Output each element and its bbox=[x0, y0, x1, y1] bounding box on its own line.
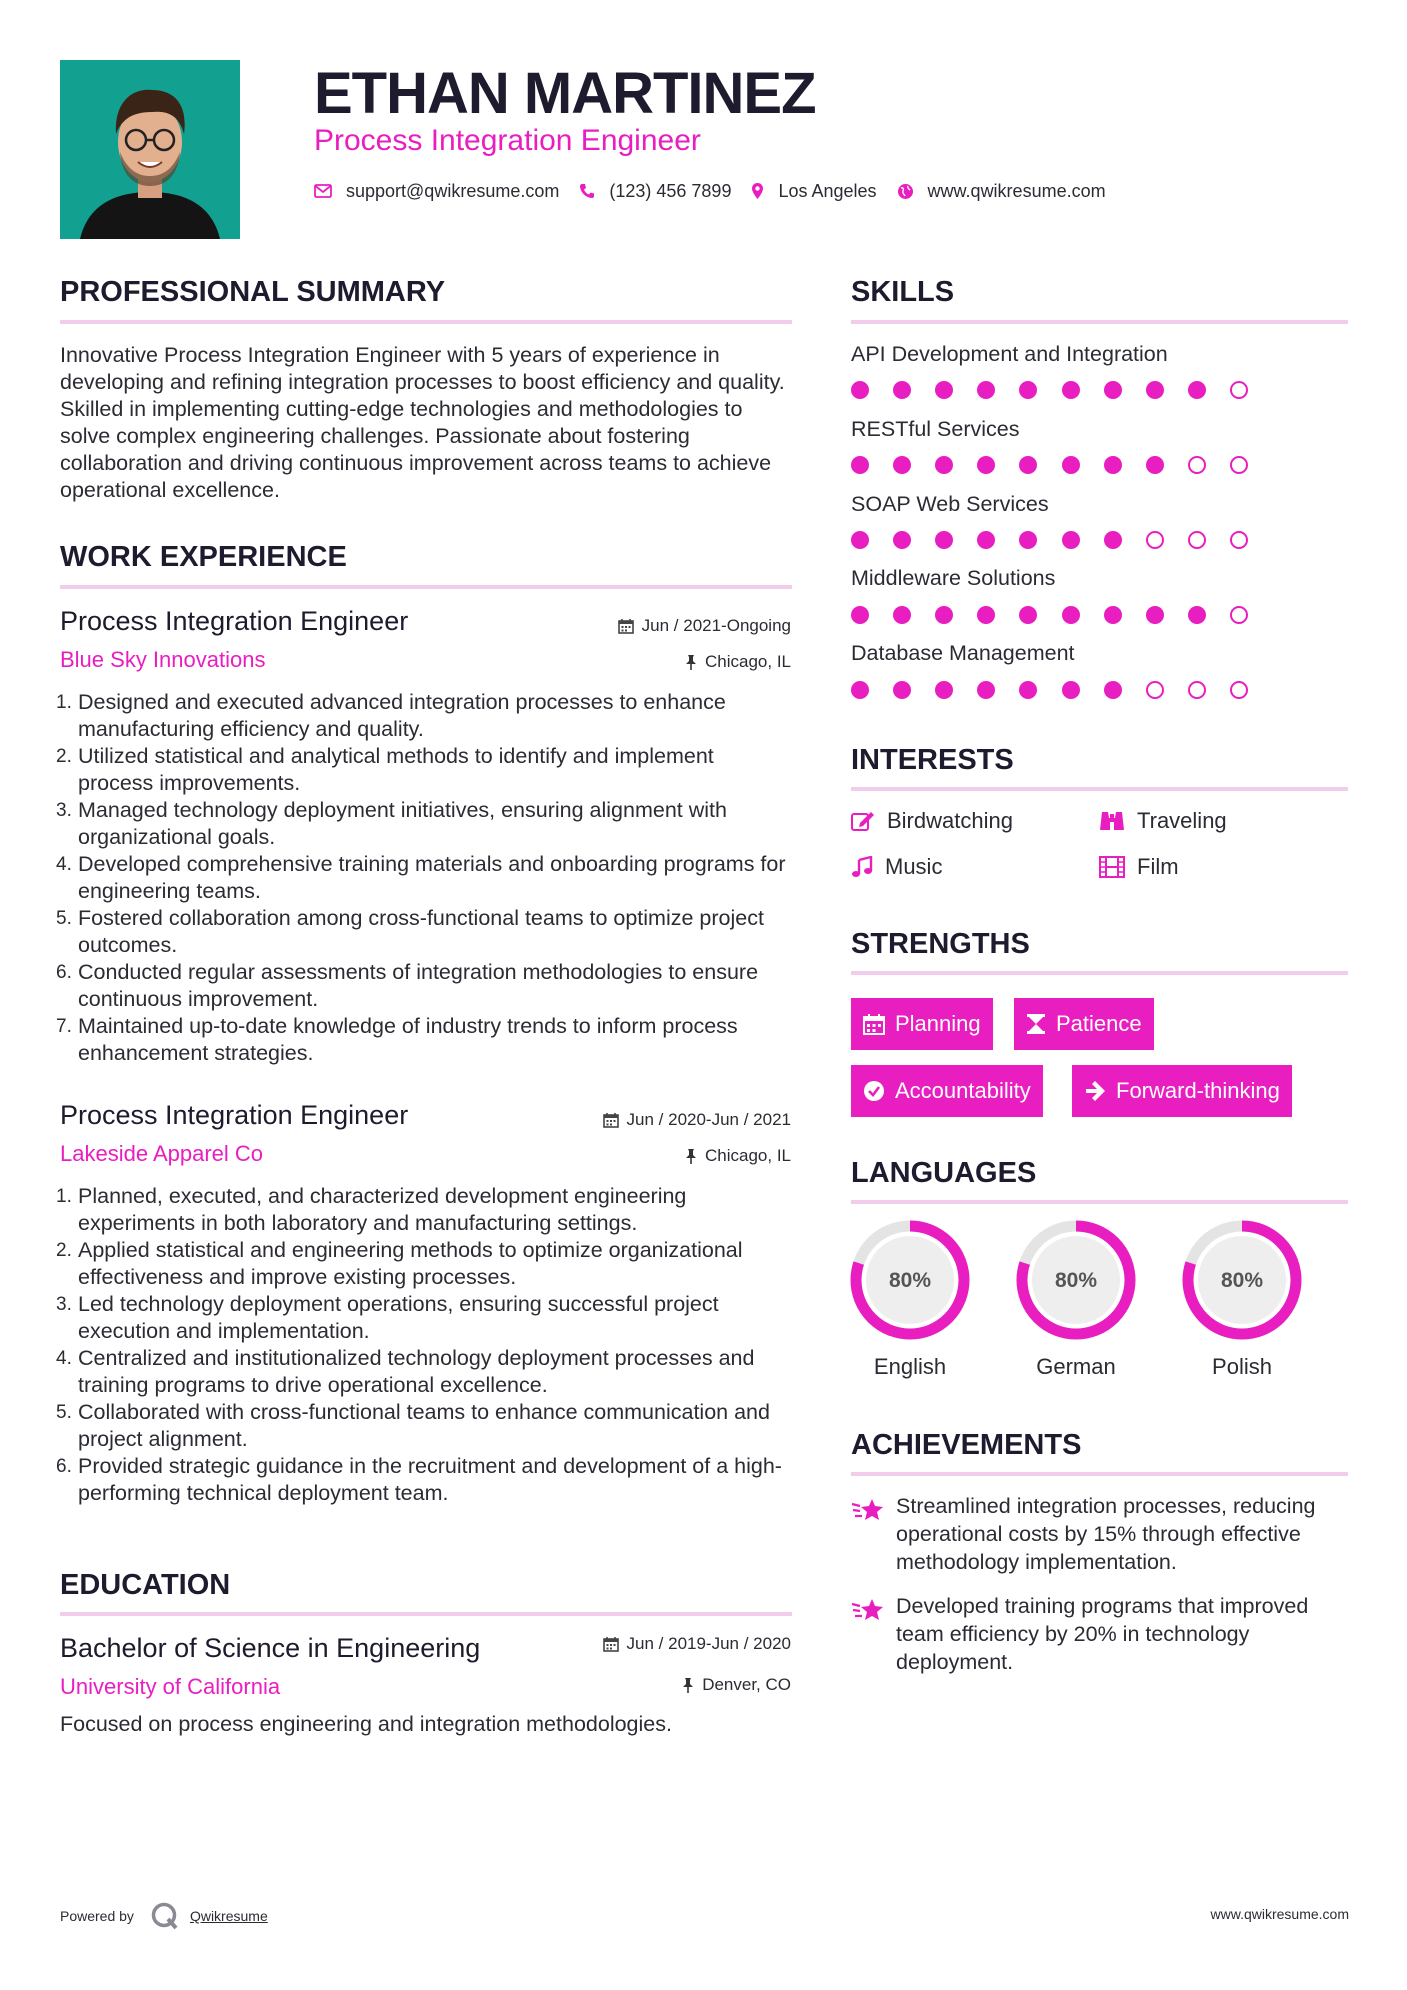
progress-ring-icon bbox=[848, 1218, 972, 1342]
bullet-text: Led technology deployment operations, ensuring successful project execution and implementation. bbox=[78, 1292, 719, 1343]
contact-website[interactable] bbox=[897, 181, 1106, 202]
bullet-item bbox=[56, 1013, 795, 1067]
rating-dot-filled bbox=[1104, 456, 1122, 474]
rating-dot-filled bbox=[977, 606, 995, 624]
rating-dot-filled bbox=[851, 531, 869, 549]
powered-by bbox=[60, 1901, 268, 1931]
powered-by-text: Powered by bbox=[60, 1908, 134, 1924]
bullet-number: 1. bbox=[56, 1186, 72, 1207]
rating-dot-filled bbox=[1146, 456, 1164, 474]
email-text: support@qwikresume.com bbox=[346, 180, 560, 201]
rating-dot-empty bbox=[1230, 531, 1248, 549]
interests-rule bbox=[851, 787, 1348, 791]
strengths-title: STRENGTHS bbox=[851, 928, 1030, 960]
progress-ring-icon bbox=[1180, 1218, 1304, 1342]
strength-accountability bbox=[851, 1065, 1043, 1117]
footer-url[interactable]: www.qwikresume.com bbox=[1210, 1906, 1349, 1922]
bullet-item bbox=[56, 959, 795, 1013]
skill-3-rating bbox=[851, 530, 1348, 550]
contact-email[interactable] bbox=[314, 181, 559, 202]
rating-dot-filled bbox=[893, 381, 911, 399]
phone-icon bbox=[579, 183, 595, 199]
bullet-text: Utilized statistical and analytical methods to identify and implement process improvements. bbox=[78, 744, 714, 795]
bullet-item bbox=[56, 1183, 795, 1237]
skill-2-rating bbox=[851, 455, 1348, 475]
education-location bbox=[682, 1675, 791, 1695]
language-german-gauge bbox=[1014, 1218, 1138, 1347]
person-avatar-icon bbox=[60, 60, 240, 239]
ring-percent-label: 80% bbox=[888, 1269, 932, 1292]
achievements-title: ACHIEVEMENTS bbox=[851, 1429, 1082, 1461]
skill-1-name: API Development and Integration bbox=[851, 342, 1168, 366]
bullet-text: Fostered collaboration among cross-functional teams to optimize project outcomes. bbox=[78, 906, 764, 957]
bullet-number: 4. bbox=[56, 1348, 72, 1369]
bullet-number: 7. bbox=[56, 1016, 72, 1037]
rating-dot-empty bbox=[1230, 606, 1248, 624]
job-2-title: Process Integration Engineer bbox=[60, 1100, 409, 1130]
skill-4-name: Middleware Solutions bbox=[851, 566, 1056, 590]
rating-dot-filled bbox=[1019, 531, 1037, 549]
job-1-dates-text: Jun / 2021-Ongoing bbox=[641, 616, 791, 635]
summary-title: PROFESSIONAL SUMMARY bbox=[60, 276, 446, 308]
music-note-icon bbox=[851, 856, 873, 878]
rating-dot-filled bbox=[1188, 606, 1206, 624]
rating-dot-filled bbox=[935, 606, 953, 624]
bullet-text: Developed comprehensive training materials and onboarding programs for engineering teams. bbox=[78, 852, 786, 903]
language-german-label: German bbox=[1036, 1354, 1116, 1379]
experience-rule bbox=[60, 585, 792, 589]
language-polish-label: Polish bbox=[1212, 1354, 1272, 1379]
bullet-number: 6. bbox=[56, 1456, 72, 1477]
skills-title: SKILLS bbox=[851, 276, 955, 308]
job-1-company: Blue Sky Innovations bbox=[60, 647, 266, 672]
shooting-star-icon bbox=[851, 1596, 885, 1624]
rating-dot-filled bbox=[1019, 606, 1037, 624]
strength-label: Forward-thinking bbox=[1116, 1078, 1280, 1103]
rating-dot-filled bbox=[1019, 681, 1037, 699]
rating-dot-filled bbox=[935, 531, 953, 549]
education-location-text: Denver, CO bbox=[702, 1675, 791, 1694]
rating-dot-filled bbox=[893, 456, 911, 474]
bullet-text: Managed technology deployment initiatives, ensuring alignment with organizational goals. bbox=[78, 798, 727, 849]
bullet-number: 2. bbox=[56, 746, 72, 767]
strength-label: Planning bbox=[895, 1011, 981, 1036]
education-school: University of California bbox=[60, 1674, 281, 1699]
bullet-item bbox=[56, 743, 795, 797]
ring-percent-label: 80% bbox=[1054, 1269, 1098, 1292]
rating-dot-filled bbox=[1062, 606, 1080, 624]
rating-dot-filled bbox=[851, 606, 869, 624]
bullet-item bbox=[56, 797, 795, 851]
location-text: Los Angeles bbox=[778, 180, 877, 201]
strengths-rule bbox=[851, 971, 1348, 975]
qwikresume-logo-icon bbox=[150, 1901, 180, 1931]
interest-film bbox=[1099, 854, 1179, 880]
rating-dot-filled bbox=[977, 456, 995, 474]
edit-icon bbox=[851, 810, 875, 832]
job-1-dates bbox=[618, 616, 791, 636]
rating-dot-filled bbox=[1062, 531, 1080, 549]
education-dates bbox=[603, 1634, 791, 1654]
interests-title: INTERESTS bbox=[851, 744, 1014, 776]
rating-dot-filled bbox=[851, 381, 869, 399]
skill-5-name: Database Management bbox=[851, 641, 1075, 665]
language-english-label: English bbox=[873, 1354, 947, 1379]
bullet-number: 5. bbox=[56, 908, 72, 929]
rating-dot-filled bbox=[1062, 681, 1080, 699]
bullet-number: 3. bbox=[56, 800, 72, 821]
rating-dot-filled bbox=[1104, 531, 1122, 549]
rating-dot-empty bbox=[1230, 456, 1248, 474]
check-circle-icon bbox=[863, 1080, 885, 1102]
rating-dot-filled bbox=[1146, 606, 1164, 624]
bullet-item bbox=[56, 905, 795, 959]
globe-icon bbox=[897, 183, 914, 200]
job-2-dates-text: Jun / 2020-Jun / 2021 bbox=[626, 1110, 791, 1129]
rating-dot-filled bbox=[1019, 381, 1037, 399]
interest-traveling bbox=[1099, 808, 1227, 834]
job-2-company: Lakeside Apparel Co bbox=[60, 1141, 264, 1166]
job-1-location bbox=[685, 652, 791, 672]
rating-dot-filled bbox=[851, 681, 869, 699]
rating-dot-filled bbox=[935, 456, 953, 474]
skill-3-name: SOAP Web Services bbox=[851, 492, 1049, 516]
education-degree: Bachelor of Science in Engineering bbox=[60, 1633, 481, 1663]
contact-location bbox=[751, 181, 876, 202]
skill-2-name: RESTful Services bbox=[851, 417, 1020, 441]
job-1-bullets bbox=[56, 689, 795, 1067]
hourglass-icon bbox=[1026, 1013, 1046, 1035]
bullet-number: 1. bbox=[56, 692, 72, 713]
skill-4-rating bbox=[851, 605, 1348, 625]
bullet-item bbox=[56, 689, 795, 743]
rating-dot-filled bbox=[1146, 381, 1164, 399]
interest-label: Film bbox=[1137, 854, 1179, 879]
calendar-icon bbox=[618, 618, 634, 634]
website-text: www.qwikresume.com bbox=[927, 180, 1106, 201]
job-1-title: Process Integration Engineer bbox=[60, 606, 409, 636]
rating-dot-filled bbox=[1019, 456, 1037, 474]
experience-title: WORK EXPERIENCE bbox=[60, 541, 347, 573]
calendar-icon bbox=[863, 1013, 885, 1035]
bullet-item bbox=[56, 1291, 795, 1345]
summary-rule bbox=[60, 320, 792, 324]
qwikresume-link[interactable]: Qwikresume bbox=[189, 1908, 268, 1924]
rating-dot-filled bbox=[1104, 381, 1122, 399]
pushpin-icon bbox=[682, 1677, 694, 1693]
skills-rule bbox=[851, 320, 1348, 324]
bullet-number: 3. bbox=[56, 1294, 72, 1315]
bullet-text: Applied statistical and engineering methods to optimize organizational effectiveness and improve existing processes. bbox=[78, 1238, 743, 1289]
interest-label: Traveling bbox=[1137, 808, 1227, 833]
rating-dot-empty bbox=[1146, 531, 1164, 549]
phone-text: (123) 456 7899 bbox=[609, 180, 732, 201]
achievement-2-text: Developed training programs that improved team efficiency by 20% in technology deployment. bbox=[896, 1594, 1309, 1674]
rating-dot-filled bbox=[935, 381, 953, 399]
candidate-name: ETHAN MARTINEZ bbox=[314, 61, 816, 126]
rating-dot-filled bbox=[1062, 456, 1080, 474]
language-polish-gauge bbox=[1180, 1218, 1304, 1347]
calendar-icon bbox=[603, 1112, 619, 1128]
interest-label: Music bbox=[885, 854, 943, 879]
rating-dot-empty bbox=[1188, 681, 1206, 699]
bullet-item bbox=[56, 1345, 795, 1399]
rating-dot-empty bbox=[1146, 681, 1164, 699]
achievement-1-text: Streamlined integration processes, reducing operational costs by 15% through effective methodology implementation. bbox=[896, 1494, 1316, 1574]
strength-forward-thinking bbox=[1072, 1065, 1292, 1117]
bullet-item bbox=[56, 1453, 795, 1507]
rating-dot-filled bbox=[977, 381, 995, 399]
progress-ring-icon bbox=[1014, 1218, 1138, 1342]
profile-photo bbox=[60, 60, 240, 239]
shooting-star-icon bbox=[851, 1496, 885, 1524]
strength-label: Accountability bbox=[895, 1078, 1031, 1103]
bullet-item bbox=[56, 851, 795, 905]
interest-label: Birdwatching bbox=[887, 808, 1013, 833]
achievements-rule bbox=[851, 1472, 1348, 1476]
rating-dot-empty bbox=[1230, 381, 1248, 399]
bullet-item bbox=[56, 1399, 795, 1453]
education-rule bbox=[60, 1612, 792, 1616]
languages-title: LANGUAGES bbox=[851, 1157, 1037, 1189]
rating-dot-filled bbox=[893, 606, 911, 624]
summary-text: Innovative Process Integration Engineer with 5 years of experience in developing and refining integration processes to boost efficiency and quality. Skilled in implementing cutting-edge technologies and methodologies to solve complex engineering challenges. Passionate about fostering collaboration and driving continuous improvement across teams to achieve operational excellence. bbox=[60, 343, 785, 502]
bullet-text: Collaborated with cross-functional teams to enhance communication and project alignment. bbox=[78, 1400, 770, 1451]
ring-percent-label: 80% bbox=[1220, 1269, 1264, 1292]
bullet-number: 6. bbox=[56, 962, 72, 983]
strength-patience bbox=[1014, 998, 1154, 1050]
bullet-text: Centralized and institutionalized technology deployment processes and training programs to drive operational excellence. bbox=[78, 1346, 755, 1397]
film-icon bbox=[1099, 856, 1125, 878]
pushpin-icon bbox=[685, 654, 697, 670]
education-dates-text: Jun / 2019-Jun / 2020 bbox=[626, 1634, 791, 1653]
rating-dot-filled bbox=[977, 681, 995, 699]
bullet-number: 5. bbox=[56, 1402, 72, 1423]
bullet-text: Designed and executed advanced integration processes to enhance manufacturing efficiency and quality. bbox=[78, 690, 726, 741]
interest-birdwatching bbox=[851, 808, 1013, 834]
rating-dot-filled bbox=[977, 531, 995, 549]
interest-music bbox=[851, 854, 942, 880]
skill-1-rating bbox=[851, 380, 1348, 400]
rating-dot-filled bbox=[893, 681, 911, 699]
job-2-bullets bbox=[56, 1183, 795, 1507]
bullet-item bbox=[56, 1237, 795, 1291]
pushpin-icon bbox=[685, 1148, 697, 1164]
job-2-location bbox=[685, 1146, 791, 1166]
job-1-location-text: Chicago, IL bbox=[705, 652, 791, 671]
strength-label: Patience bbox=[1056, 1011, 1142, 1036]
bullet-text: Planned, executed, and characterized development engineering experiments in both laboratory and manufacturing settings. bbox=[78, 1184, 687, 1235]
rating-dot-empty bbox=[1230, 681, 1248, 699]
contact-phone[interactable] bbox=[579, 181, 731, 202]
education-title: EDUCATION bbox=[60, 1569, 231, 1601]
education-description: Focused on process engineering and integration methodologies. bbox=[60, 1712, 672, 1736]
rating-dot-filled bbox=[893, 531, 911, 549]
candidate-role: Process Integration Engineer bbox=[314, 124, 701, 157]
bullet-number: 2. bbox=[56, 1240, 72, 1261]
rating-dot-filled bbox=[1104, 606, 1122, 624]
skill-5-rating bbox=[851, 680, 1348, 700]
bullet-number: 4. bbox=[56, 854, 72, 875]
rating-dot-empty bbox=[1188, 456, 1206, 474]
envelope-icon bbox=[314, 184, 332, 198]
job-2-location-text: Chicago, IL bbox=[705, 1146, 791, 1165]
bullet-text: Provided strategic guidance in the recruitment and development of a high-performing technical deployment team. bbox=[78, 1454, 782, 1505]
strength-planning bbox=[851, 998, 993, 1050]
contact-bar bbox=[314, 178, 1126, 204]
map-pin-icon bbox=[751, 182, 764, 200]
rating-dot-filled bbox=[1062, 381, 1080, 399]
languages-rule bbox=[851, 1200, 1348, 1204]
rating-dot-filled bbox=[1188, 381, 1206, 399]
rating-dot-filled bbox=[1104, 681, 1122, 699]
job-2-dates bbox=[603, 1110, 791, 1130]
language-english-gauge bbox=[848, 1218, 972, 1347]
calendar-icon bbox=[603, 1636, 619, 1652]
bullet-text: Maintained up-to-date knowledge of industry trends to inform process enhancement strategies. bbox=[78, 1014, 738, 1065]
arrow-right-icon bbox=[1084, 1080, 1106, 1102]
rating-dot-filled bbox=[851, 456, 869, 474]
binoculars-icon bbox=[1099, 810, 1125, 832]
rating-dot-empty bbox=[1188, 531, 1206, 549]
rating-dot-filled bbox=[935, 681, 953, 699]
bullet-text: Conducted regular assessments of integration methodologies to ensure continuous improvement. bbox=[78, 960, 759, 1011]
